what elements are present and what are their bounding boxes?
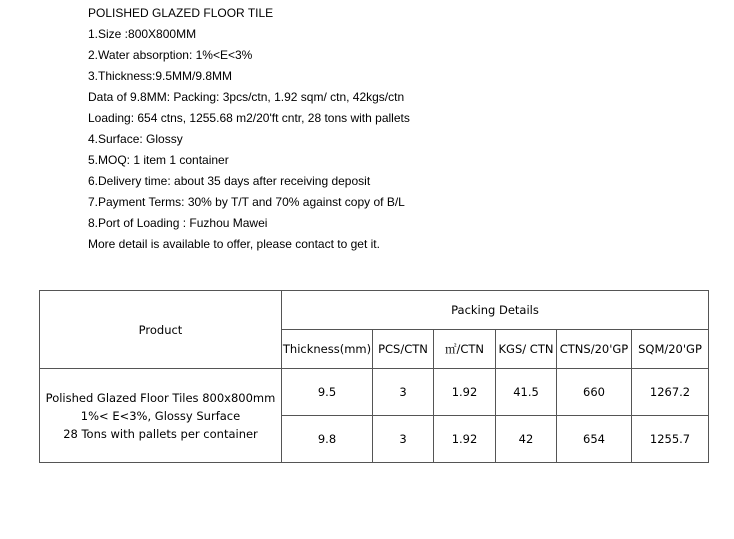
spec-size: 1.Size :800X800MM [88,27,197,41]
product-container-weight: 28 Tons with pallets per container [63,426,258,441]
cell-pcs-ctn: 3 [373,416,434,463]
spec-title: POLISHED GLAZED FLOOR TILE [88,6,274,20]
spec-packing-data: Data of 9.8MM: Packing: 3pcs/ctn, 1.92 sqm/ ctn, 42kgs/ctn [88,90,405,104]
cell-sqm-ctn: 1.92 [434,369,496,416]
cell-kgs-ctn: 42 [496,416,557,463]
cell-pcs-ctn: 3 [373,369,434,416]
cell-sqm-20gp: 1255.7 [632,416,709,463]
spec-surface: 4.Surface: Glossy [88,132,183,146]
column-header-thickness: Thickness(mm) [282,330,373,369]
column-header-sqm-ctn: ㎡/CTN [434,330,496,369]
packing-details-header: Packing Details [282,291,709,330]
cell-thickness: 9.8 [282,416,373,463]
cell-sqm-ctn: 1.92 [434,416,496,463]
cell-thickness: 9.5 [282,369,373,416]
spec-delivery-time: 6.Delivery time: about 35 days after receiving deposit [88,174,371,188]
spec-thickness: 3.Thickness:9.5MM/9.8MM [88,69,233,83]
cell-sqm-20gp: 1267.2 [632,369,709,416]
spec-port-of-loading: 8.Port of Loading : Fuzhou Mawei [88,216,268,230]
product-absorption-surface: 1%< E<3%, Glossy Surface [80,408,241,423]
column-header-ctns-20gp: CTNS/20'GP [557,330,632,369]
spec-payment-terms: 7.Payment Terms: 30% by T/T and 70% against copy of B/L [88,195,405,209]
packing-details-table [39,290,709,463]
product-header: Product [40,291,282,369]
column-header-pcs-ctn: PCS/CTN [373,330,434,369]
spec-water-absorption: 2.Water absorption: 1%<E<3% [88,48,253,62]
table-row [40,369,709,416]
cell-ctns-20gp: 660 [557,369,632,416]
specification-list [88,3,410,255]
product-description [40,369,282,463]
spec-more-detail: More detail is available to offer, please contact to get it. [88,237,380,251]
spec-moq: 5.MOQ: 1 item 1 container [88,153,229,167]
cell-ctns-20gp: 654 [557,416,632,463]
product-name: Polished Glazed Floor Tiles 800x800mm [45,390,276,405]
cell-kgs-ctn: 41.5 [496,369,557,416]
column-header-sqm-20gp: SQM/20'GP [632,330,709,369]
column-header-kgs-ctn: KGS/ CTN [496,330,557,369]
spec-loading: Loading: 654 ctns, 1255.68 m2/20'ft cntr, 28 tons with pallets [88,111,410,125]
